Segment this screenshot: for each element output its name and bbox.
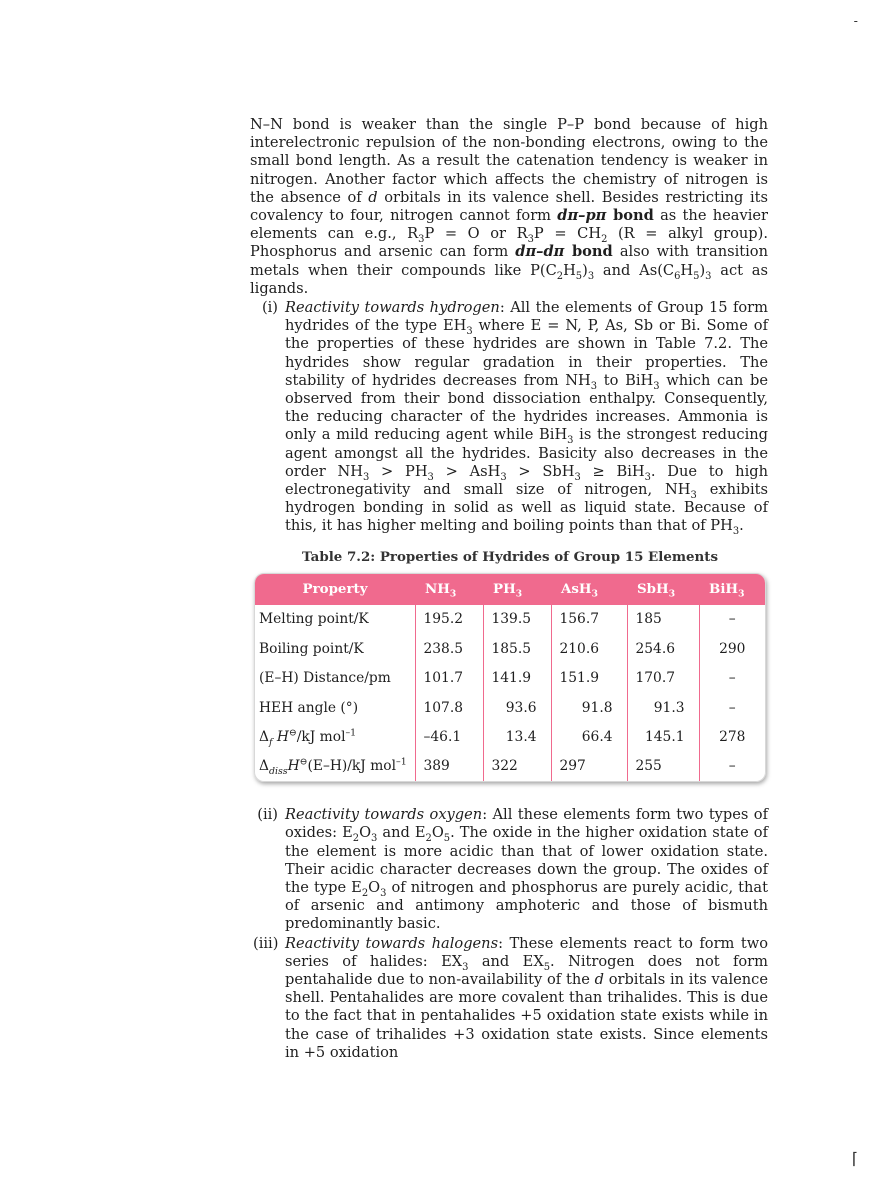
text-segment: . Due to high electronegativity and small size of nitrogen, NH	[285, 462, 768, 499]
text-segment: Δ	[259, 729, 269, 746]
value-cell: 139.5	[483, 605, 551, 634]
header-property	[255, 574, 415, 605]
text-segment: > PH	[369, 462, 428, 480]
text-segment: O	[431, 824, 444, 842]
item-number: (ii)	[257, 806, 278, 824]
text-segment: > AsH	[433, 462, 501, 480]
text-segment: > SbH	[506, 462, 575, 480]
value-cell: 195.2	[415, 605, 483, 634]
text-segment: HEH angle (°)	[259, 699, 359, 716]
value-cell: –	[728, 670, 736, 687]
text-segment: BiH	[709, 581, 739, 598]
text-segment: Reactivity towards halogens	[285, 934, 499, 952]
text-segment: bond	[606, 207, 654, 225]
text-segment: 5	[693, 270, 700, 282]
text-segment: 6	[674, 270, 681, 282]
header-compound	[483, 574, 551, 605]
text-segment: H	[276, 729, 289, 746]
text-segment: 2	[361, 887, 369, 899]
value-cell: 156.7	[551, 605, 627, 634]
text-segment: 3	[466, 326, 473, 338]
header-compound	[551, 574, 627, 605]
text-segment: 3	[371, 833, 378, 845]
text-segment: N–N bond is weaker than the single P–P bond because of high interelectronic repulsion of the non-bonding electrons, owing to the small bond length. As a result the catenation tendency is weaker in nitrogen. Another factor which affects the chemistry of nitrogen is the absence of	[250, 116, 768, 206]
property-cell	[255, 693, 415, 722]
text-segment: 3	[587, 270, 595, 282]
table-row	[255, 664, 765, 693]
text-segment: 3	[515, 588, 523, 600]
text-segment: 2	[601, 234, 608, 246]
value-cell: 101.7	[415, 664, 483, 693]
value-cell: 170.7	[627, 664, 699, 693]
value-cell: 238.5	[415, 634, 483, 663]
header-compound	[627, 574, 699, 605]
text-segment: 3	[653, 380, 660, 392]
value-cell: 185.5	[483, 634, 551, 663]
text-segment: 3	[705, 270, 712, 282]
page-content	[250, 116, 768, 1062]
text-segment: –1	[345, 727, 357, 739]
text-segment: 3	[668, 588, 676, 600]
text-segment: and EX	[468, 952, 544, 970]
table-row	[255, 634, 765, 663]
value-cell: 66.4	[551, 722, 627, 751]
property-cell	[255, 664, 415, 693]
text-segment: of nitrogen and phosphorus are purely acidic, that of arsenic and antimony amphoteric and those of bismuth predominantly basic.	[285, 879, 769, 933]
value-cell: 185	[627, 605, 699, 634]
text-segment: : All these elements form two types of oxides: E	[285, 806, 768, 842]
text-segment: act as ligands.	[250, 261, 768, 297]
text-segment: –1	[396, 756, 407, 768]
text-segment: (E–H)/kJ mol	[307, 758, 396, 775]
text-segment: to BiH	[597, 371, 654, 389]
text-segment: O	[359, 824, 372, 842]
value-cell: 151.9	[551, 664, 627, 693]
text-segment: (E–H) Distance/pm	[259, 670, 391, 687]
table-row	[255, 693, 765, 722]
value-cell: 255	[627, 752, 699, 781]
table-header-row	[255, 574, 765, 605]
text-segment: orbitals in its valence shell. Pentahalides are more covalent than trihalides. This is due to the fact that in pentahalides +5 oxidation state exists while in the case of trihalides +3 oxidation state exists. Since elements in +5 oxidation	[285, 971, 768, 1061]
text-segment: bond	[564, 243, 613, 261]
value-cell: 322	[483, 752, 551, 781]
list-item-hydrogen	[260, 299, 768, 536]
value-cell: 107.8	[415, 693, 483, 722]
text-segment: PH	[493, 581, 516, 598]
value-cell: –	[728, 758, 736, 775]
text-segment: is the strongest reducing agent amongst all the hydrides. Basicity also decreases in the order NH	[285, 426, 768, 480]
table-row	[255, 752, 765, 781]
text-segment: AsH	[561, 581, 592, 598]
property-cell	[255, 605, 415, 634]
text-segment: Δ	[259, 758, 269, 775]
value-cell: 210.6	[551, 634, 627, 663]
value-cell: 91.3	[627, 693, 699, 722]
text-segment: 3	[567, 435, 574, 447]
text-segment: dπ–pπ	[557, 207, 607, 225]
text-segment: .	[739, 517, 744, 535]
text-segment: Reactivity towards oxygen	[285, 806, 483, 824]
text-segment: P = CH	[533, 225, 602, 243]
text-segment: Reactivity towards hydrogen	[285, 299, 500, 317]
header-compound	[415, 574, 483, 605]
text-segment: diss	[268, 766, 288, 778]
text-segment: and As(C	[594, 261, 675, 279]
table-row	[255, 605, 765, 634]
item-text	[285, 299, 768, 536]
property-cell	[255, 752, 415, 781]
item-number: (i)	[261, 299, 278, 317]
table-caption: Table 7.2: Properties of Hydrides of Group 15 Elements	[301, 548, 719, 565]
text-segment: ⊖	[299, 756, 308, 768]
text-segment: /kJ mol	[296, 729, 346, 746]
text-segment: (R = alkyl group). Phosphorus and arsenic can form	[250, 225, 768, 261]
text-segment: NH	[425, 581, 450, 598]
text-segment: exhibits hydrogen bonding in solid as well as liquid state. Because of this, it has higher melting and boiling points than that of PH	[285, 481, 768, 535]
text-segment: 5	[575, 270, 583, 282]
header-compound	[699, 574, 765, 605]
text-segment: : All the elements of Group 15 form hydrides of the type EH	[285, 299, 768, 335]
corner-mark-bottom: ⌈	[851, 1149, 858, 1168]
text-segment: where E = N, P, As, Sb or Bi. Some of the properties of these hydrides are shown in Table 7.2. The hydrides show regular gradation in their properties. The stability of hydrides decreases from NH	[285, 317, 768, 389]
value-cell: 13.4	[483, 722, 551, 751]
value-cell: 297	[551, 752, 627, 781]
text-segment: H	[563, 261, 576, 279]
text-segment: . Nitrogen does not form pentahalide due to non-availability of the	[285, 952, 768, 989]
hydrides-table	[254, 573, 766, 782]
text-segment: 3	[362, 471, 370, 483]
text-segment: Boiling point/K	[259, 640, 364, 657]
text-segment: 3	[574, 471, 581, 483]
text-segment: . The oxide in the higher oxidation state of the element is more acidic than that of lower oxidation state. Their acidic character decreases down the group. The oxides of the type E	[285, 824, 768, 897]
text-segment: 3	[527, 234, 534, 246]
text-segment: orbitals in its valence shell. Besides restricting its covalency to four, nitrogen cannot form	[250, 188, 768, 225]
item-text	[285, 935, 768, 1062]
text-segment: d	[368, 188, 378, 206]
item-number: (iii)	[253, 934, 279, 952]
text-segment: 3	[500, 471, 507, 483]
corner-mark-top: -	[853, 14, 858, 28]
value-cell: 254.6	[627, 634, 699, 663]
text-segment: : These elements react to form two series of halides: EX	[285, 934, 768, 970]
intro-paragraph	[250, 116, 768, 298]
value-cell: 91.8	[551, 693, 627, 722]
text-segment: Property	[302, 581, 368, 598]
text-segment: 2	[425, 833, 432, 845]
value-cell: 290	[719, 640, 746, 657]
text-segment: 3	[380, 887, 387, 899]
text-segment: d	[594, 971, 604, 989]
text-segment: 3	[690, 489, 697, 501]
text-segment: 5	[543, 961, 551, 973]
text-segment: 3	[738, 588, 745, 600]
text-segment: )	[582, 261, 588, 279]
value-cell: –	[728, 699, 736, 716]
text-segment: f	[268, 736, 273, 748]
table-row	[255, 722, 765, 751]
text-segment: 3	[591, 588, 598, 600]
list-item-oxygen	[256, 806, 768, 933]
text-segment: ⊖	[288, 727, 297, 739]
property-cell	[255, 634, 415, 663]
text-segment: P = O or R	[424, 225, 528, 243]
value-cell: 141.9	[483, 664, 551, 693]
value-cell: 145.1	[627, 722, 699, 751]
value-cell: –	[728, 611, 736, 628]
text-segment: as the heavier elements can e.g., R	[250, 207, 768, 243]
value-cell: 93.6	[483, 693, 551, 722]
text-segment: 3	[732, 526, 740, 538]
text-segment: H	[287, 758, 300, 775]
text-segment: 3	[427, 471, 434, 483]
text-segment: Melting point/K	[259, 611, 369, 628]
value-cell: –46.1	[415, 722, 483, 751]
value-cell: 389	[415, 752, 483, 781]
text-segment: 3	[449, 588, 457, 600]
text-segment: 2	[556, 270, 564, 282]
text-segment: 3	[418, 234, 425, 246]
text-segment: 3	[590, 380, 598, 392]
text-segment: and E	[377, 824, 426, 842]
list-item-halogens	[253, 935, 768, 1062]
text-segment: O	[368, 879, 381, 897]
text-segment: 3	[644, 471, 651, 483]
text-segment: 3	[462, 961, 469, 973]
text-segment: dπ–dπ	[515, 243, 565, 261]
value-cell: 278	[719, 729, 746, 746]
text-segment: SbH	[637, 581, 669, 598]
text-segment: ≥ BiH	[580, 462, 645, 480]
text-segment: H	[680, 261, 694, 279]
text-segment: 5	[443, 833, 451, 845]
property-cell	[255, 722, 415, 751]
text-segment: 2	[352, 833, 360, 845]
item-text	[285, 806, 768, 933]
text-segment: )	[699, 261, 706, 279]
text-segment: also with transition metals when their compounds like P(C	[250, 243, 768, 279]
text-segment: which can be observed from their bond dissociation enthalpy. Consequently, the reducing character of the hydrides increases. Ammonia is only a mild reducing agent while BiH	[285, 371, 768, 444]
